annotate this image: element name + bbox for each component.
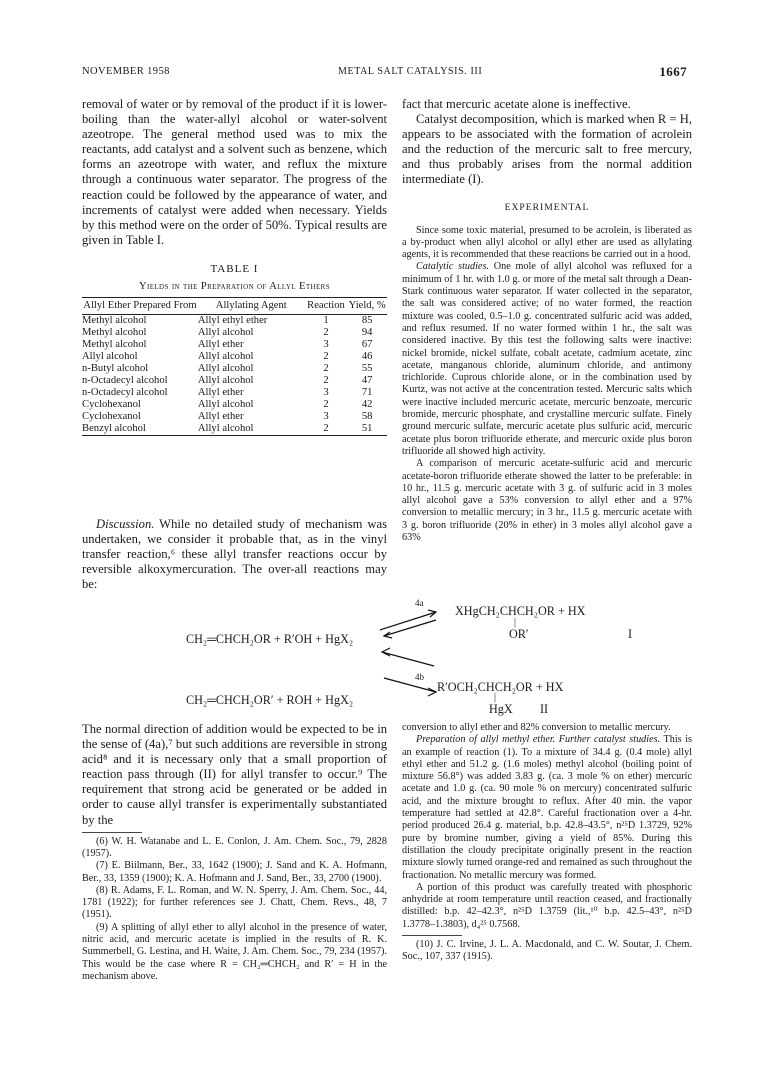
preparation-heading: Preparation of allyl methyl ether. Further catalyst studies. (416, 734, 661, 746)
right-paragraph-1: fact that mercuric acetate alone is ineffective. (402, 97, 631, 111)
cell-reaction: 2 (323, 351, 329, 363)
scheme-reactants-bottom: CH₂═CHCH₂OR′ + ROH + HgX₂ (186, 693, 354, 707)
cell-reaction: 2 (323, 327, 329, 339)
table-header-reaction: Reaction (307, 300, 345, 312)
scheme-product-I: XHgCH₂CHCH₂OR + HX (455, 604, 586, 618)
cell-allylating-agent: Allyl ether (197, 387, 244, 399)
cell-yield: 85 (361, 315, 373, 327)
footnote-rule (82, 832, 142, 833)
table-title: TABLE I (210, 262, 259, 275)
header-date: NOVEMBER 1958 (82, 66, 170, 77)
catalytic-studies-text: One mole of allyl alcohol was refluxed for a minimum of 1 hr. with 1.0 g. or more of the metal salt through a Dean-Stark continuous water separator. If water collected in the separator, the salt was considered active; of no water formed, the reaction mixture was cooled, 0.5–1.0 g. concentrated sulfuric acid was added, and reflux resumed. If no water formed within 1 hr., the salt was considered inactive. By this test the following salts were inactive: nickel bromide, nickel sulfate, cobalt acetate, cadmium acetate, zinc acetate, manganous chloride, aluminum chloride, and antimony trichloride. Cuprous chloride alone, or in the combination used by Kurtz, was not active at the concentration tested. Mercuric salts which were inactive included mercuric acetate, mercuric benzoate, mercuric bromide, mercuric phosphate, and crystalline mercuric sulfate. Finely ground mercuric sulfate, mercuric acetate plus sulfuric acid, mercuric acetate plus boron trifluoride etherate, and mercuric oxide plus boron trifluoride all showed high activity. (402, 261, 692, 457)
cell-ether-source: Methyl alcohol (82, 315, 147, 327)
cell-yield: 94 (361, 327, 373, 339)
experimental-paragraph-4: conversion to allyl ether and 82% conversion to metallic mercury. (402, 722, 671, 733)
cell-yield: 58 (361, 411, 373, 423)
cell-ether-source: Benzyl alcohol (82, 423, 146, 435)
scheme-label-4a: 4a (415, 598, 424, 608)
cell-allylating-agent: Allyl alcohol (197, 375, 254, 387)
left-column-top (82, 97, 387, 436)
footnote-10: (10) J. C. Irvine, J. L. A. Macdonald, and C. W. Soutar, J. Chem. Soc., 107, 337 (1915). (402, 939, 692, 963)
cell-reaction: 3 (323, 387, 329, 399)
cell-allylating-agent: Allyl alcohol (197, 399, 254, 411)
cell-allylating-agent: Allyl ethyl ether (197, 315, 268, 327)
table-row (82, 363, 387, 375)
discussion-paragraph (82, 517, 387, 592)
cell-yield: 55 (361, 363, 373, 375)
scheme-product-II-bond: | (494, 692, 497, 703)
experimental-paragraph-6: A portion of this product was carefully treated with phosphoric anhydride at room temperature until reaction ceased, and fractionally distilled: b.p. 42–42.3°, n²⁵D 1.3759 (lit.,¹⁰ b.p. 42.5–43°, n²⁵D 1.3778–1.3803), d₄²⁵ 0.7568. (402, 881, 692, 930)
scheme-label-I: I (628, 627, 633, 641)
cell-allylating-agent: Allyl alcohol (197, 327, 254, 339)
left-footnotes (82, 836, 387, 984)
scheme-product-I-substituent: OR′ (509, 627, 529, 641)
experimental-heading: EXPERIMENTAL (504, 201, 590, 213)
table-body (82, 315, 387, 436)
footnote-8: (8) R. Adams, F. L. Roman, and W. N. Sperry, J. Am. Chem. Soc., 44, 1781 (1922); for further references see J. Chatt, Chem. Revs., 48, 7 (1951). (82, 884, 387, 921)
discussion-heading: Discussion. (96, 517, 155, 531)
left-paragraph-3: The normal direction of addition would be expected to be in the sense of (4a),⁷ but such additions are reversible in strong acid⁸ and it is necessary only that a small proportion of reaction pass through (II) for allyl transfer to occur.⁹ The requirement that strong acid be generated or be added in order to cause allyl transfer is experimentally substantiated by the (82, 722, 387, 827)
table-row (82, 411, 387, 423)
yields-table (82, 297, 387, 436)
cell-ether-source: Methyl alcohol (82, 339, 147, 351)
cell-ether-source: n-Butyl alcohol (82, 363, 149, 375)
discussion-block (82, 517, 387, 592)
right-column-bottom (402, 722, 692, 964)
scheme-reactants-top: CH₂═CHCH₂OR + R′OH + HgX₂ (186, 632, 354, 646)
left-paragraph-1: removal of water or by removal of the product if it is lower-boiling than the water-allyl alcohol or water-solvent azeotrope. The general method used was to mix the reactants, add catalyst and a solvent such as benzene, which forms an azeotrope with water, and reflux the mixture through a continuous water separator. The progress of the reaction could be followed by the appearance of water, and increments of catalyst were added when necessary. Yields by this method were on the order of 50%. Typical results are given in Table I. (82, 97, 387, 247)
table-row (82, 387, 387, 399)
table-caption: Yields in the Preparation of Allyl Ethers (138, 281, 331, 293)
scheme-product-II-substituent: HgX (489, 702, 513, 716)
table-row (82, 423, 387, 436)
left-column-bottom (82, 722, 387, 983)
cell-reaction: 2 (323, 363, 329, 375)
scheme-product-I-bond: | (514, 617, 517, 628)
footnote-6: (6) W. H. Watanabe and L. E. Conlon, J. Am. Chem. Soc., 79, 2828 (1957). (82, 835, 387, 859)
table-header-ether: Allyl Ether Prepared From (83, 300, 197, 312)
cell-reaction: 2 (323, 375, 329, 387)
right-column-top (402, 97, 692, 544)
scheme-label-II: II (540, 702, 549, 716)
cell-reaction: 3 (323, 339, 329, 351)
table-header-yield: Yield, % (348, 300, 386, 312)
experimental-paragraph-2 (402, 261, 692, 458)
scheme-label-4b: 4b (415, 672, 424, 682)
table-row (82, 315, 387, 328)
cell-ether-source: n-Octadecyl alcohol (82, 375, 168, 387)
cell-reaction: 3 (323, 411, 329, 423)
experimental-paragraph-3: A comparison of mercuric acetate-sulfuric acid and mercuric acetate-boron trifluoride etherate showed the latter to be preferable: in 10 hr., 11.5 g. mercuric acetate with 3 g. of sulfuric acid in 3 moles allyl alcohol gave a 53% conversion to allyl ether and a 97% conversion to metallic mercury; in 3 hr., 11.5 g. mercuric acetate with 3 g. boron trifluoride (20% in ether) in 3 moles allyl alcohol gave a 63% (402, 458, 692, 543)
cell-yield: 67 (361, 339, 373, 351)
cell-yield: 42 (361, 399, 373, 411)
cell-yield: 71 (361, 387, 373, 399)
right-paragraph-2: Catalyst decomposition, which is marked when R = H, appears to be associated with the formation of acrolein and the reduction of the mercuric salt to free mercury, and thus probably arises from the normal addition intermediate (I). (402, 112, 692, 187)
cell-yield: 51 (361, 423, 373, 435)
footnote-rule-right (402, 935, 462, 936)
cell-ether-source: Cyclohexanol (82, 399, 141, 411)
cell-yield: 46 (361, 351, 373, 363)
table-row (82, 339, 387, 351)
table-row (82, 375, 387, 387)
cell-allylating-agent: Allyl ether (197, 339, 244, 351)
cell-allylating-agent: Allyl alcohol (197, 423, 254, 435)
table-row (82, 351, 387, 363)
header-page-number: 1667 (659, 64, 687, 79)
cell-ether-source: Allyl alcohol (82, 351, 138, 363)
cell-reaction: 2 (323, 423, 329, 435)
preparation-text: This is an example of reaction (1). To a mixture of 34.4 g. (0.4 mole) allyl ethyl ether and 51.2 g. (1.6 moles) methyl alcohol (boiling point of mixture 56.8°) was added 3.83 g. (ca. 3 mole % on ether) mercuric acetate and 1.0 g. (ca. 90 mole % on mercury) concentrated sulfuric acid, and the mixture brought to reflux. After 40 min. the vapor temperature had settled at 42.8°. Careful fractionation over a 4-hr. period produced 26.4 g. material, b.p. 42.8–43.5°, n²⁵D 1.3729, 92% pure by bromine number, giving a yield of 85%. During this distillation the cloudy precipitate originally present in the reaction mixture slowly turned orange-red and remained as such throughout the fractionation. No metallic mercury was formed. (402, 734, 692, 881)
catalytic-studies-heading: Catalytic studies. (416, 261, 489, 273)
cell-ether-source: n-Octadecyl alcohol (82, 387, 168, 399)
scheme-product-II: R′OCH₂CHCH₂OR + HX (437, 680, 564, 694)
discussion-text: While no detailed study of mechanism was undertaken, we consider it probable that, as in the vinyl transfer reaction,⁶ these allyl transfer reactions occur by reversible alkoxymercuration. The over-all reactions may be: (82, 517, 387, 592)
table-row (82, 327, 387, 339)
cell-allylating-agent: Allyl alcohol (197, 363, 254, 375)
table-row (82, 399, 387, 411)
cell-allylating-agent: Allyl ether (197, 411, 244, 423)
cell-ether-source: Methyl alcohol (82, 327, 147, 339)
cell-allylating-agent: Allyl alcohol (197, 351, 254, 363)
header-running-title: METAL SALT CATALYSIS. III (338, 66, 483, 77)
experimental-paragraph-1: Since some toxic material, presumed to be acrolein, is liberated as a by-product when allyl alcohol or allyl ether are used as allylating agents, it is recommended that these reactions be carried out in a hood. (402, 224, 692, 261)
cell-ether-source: Cyclohexanol (82, 411, 141, 423)
footnote-9: (9) A splitting of allyl ether to allyl alcohol in the presence of water, nitric acid, and mercuric acetate is implied in the results of R. K. Summerbell, G. Lestina, and H. Waite, J. Am. Chem. Soc., 79, 234 (1957). This would be the case where R = CH₂═CHCH₂ and R′ = H in the mechanism above. (82, 921, 387, 982)
cell-reaction: 1 (323, 315, 329, 327)
table-header-agent: Allylating Agent (215, 300, 287, 312)
cell-reaction: 2 (323, 399, 329, 411)
experimental-paragraph-5 (402, 734, 692, 882)
cell-yield: 47 (361, 375, 373, 387)
footnote-7: (7) E. Biilmann, Ber., 33, 1642 (1900); J. Sand and K. A. Hofmann, Ber., 33, 1359 (1900); K. A. Hofmann and J. Sand, Ber., 33, 2700 (1900). (82, 860, 387, 884)
